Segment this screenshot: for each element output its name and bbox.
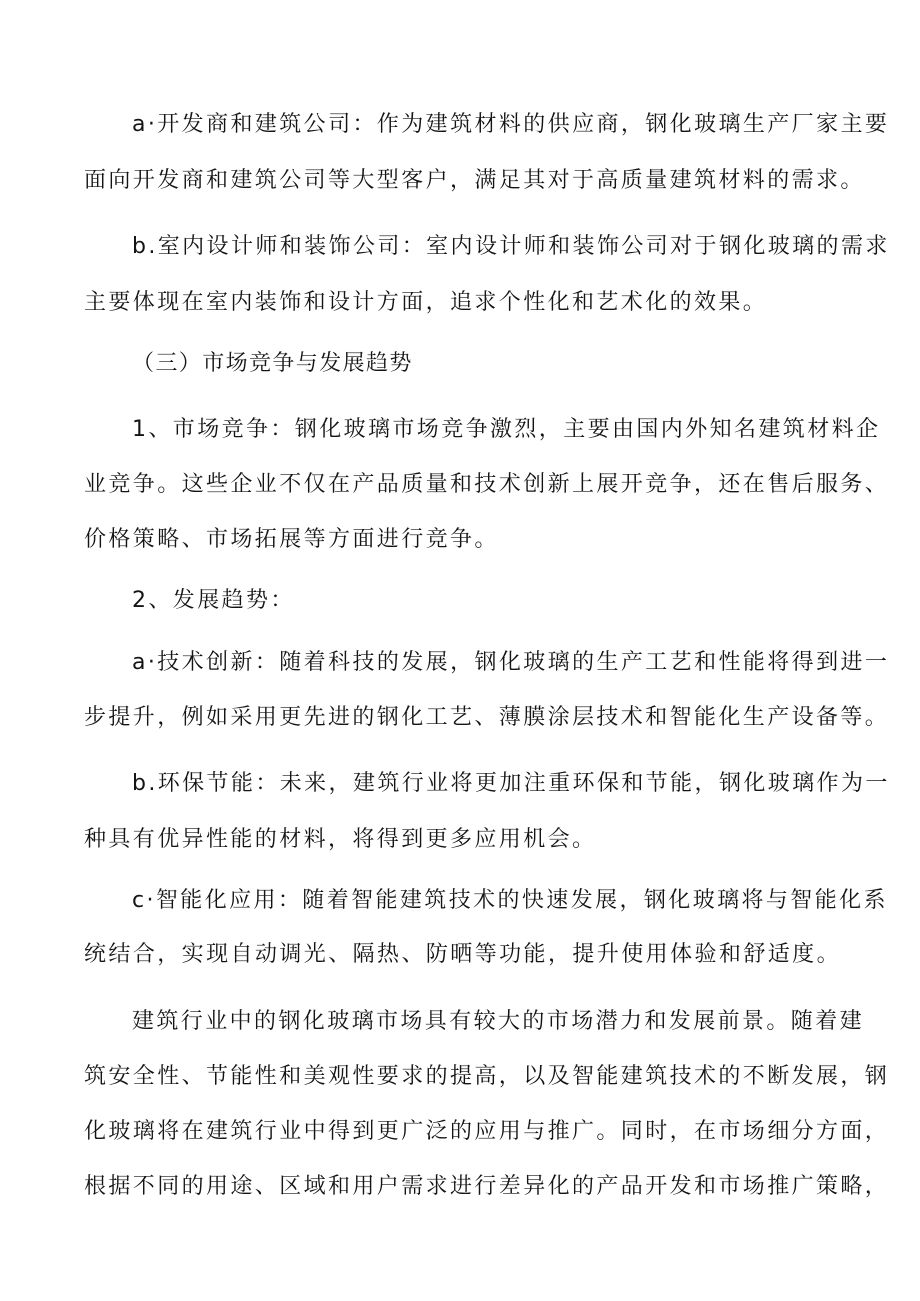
paragraph-line: 筑安全性、节能性和美观性要求的提高，以及智能建筑技术的不断发展，钢 xyxy=(84,1064,890,1089)
paragraph-line: 1、市场竞争：钢化玻璃市场竞争激烈，主要由国内外知名建筑材料企 xyxy=(132,417,881,442)
paragraph-line: 化玻璃将在建筑行业中得到更广泛的应用与推广。同时，在市场细分方面， xyxy=(84,1119,890,1144)
paragraph-line: 种具有优异性能的材料，将得到更多应用机会。 xyxy=(84,827,597,852)
paragraph-line: b.室内设计师和装饰公司：室内设计师和装饰公司对于钢化玻璃的需求 xyxy=(132,234,890,259)
section-title: （三）市场竞争与发展趋势 xyxy=(132,351,413,376)
paragraph-line: 主要体现在室内装饰和设计方面，追求个性化和艺术化的效果。 xyxy=(84,290,768,315)
paragraph-line: 根据不同的用途、区域和用户需求进行差异化的产品开发和市场推广策略， xyxy=(84,1174,890,1199)
subsection-title: 2、发展趋势： xyxy=(132,588,295,613)
paragraph-line: 面向开发商和建筑公司等大型客户，满足其对于高质量建筑材料的需求。 xyxy=(84,168,865,193)
paragraph-line: a·开发商和建筑公司：作为建筑材料的供应商，钢化玻璃生产厂家主要 xyxy=(132,112,890,137)
paragraph-line: 步提升，例如采用更先进的钢化工艺、薄膜涂层技术和智能化生产设备等。 xyxy=(84,705,890,730)
paragraph-line: c·智能化应用：随着智能建筑技术的快速发展，钢化玻璃将与智能化系 xyxy=(132,888,888,913)
paragraph-line: 统结合，实现自动调光、隔热、防晒等功能，提升使用体验和舒适度。 xyxy=(84,942,841,967)
paragraph-line: a·技术创新：随着科技的发展，钢化玻璃的生产工艺和性能将得到进一 xyxy=(132,650,890,675)
paragraph-line: 建筑行业中的钢化玻璃市场具有较大的市场潜力和发展前景。随着建 xyxy=(132,1009,865,1034)
paragraph-line: 价格策略、市场拓展等方面进行竞争。 xyxy=(84,527,499,552)
paragraph-line: b.环保节能：未来，建筑行业将更加注重环保和节能，钢化玻璃作为一 xyxy=(132,771,890,796)
paragraph-line: 业竞争。这些企业不仅在产品质量和技术创新上展开竞争，还在售后服务、 xyxy=(84,472,890,497)
